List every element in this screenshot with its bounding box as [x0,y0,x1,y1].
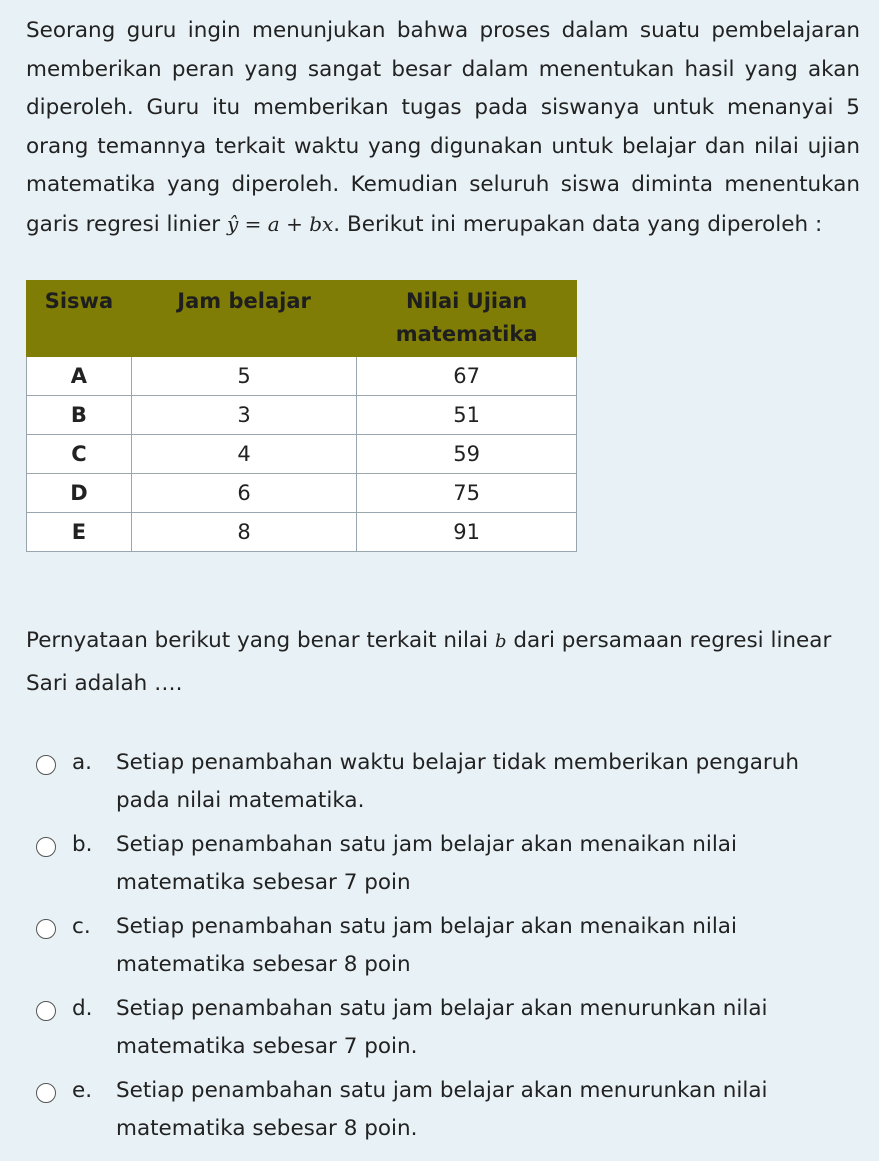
formula-plus: + [286,211,303,236]
option-letter: a. [72,750,93,775]
option-letter: b. [72,832,93,857]
answer-options [36,744,866,1154]
question-text [26,620,860,705]
cell-jam: 6 [131,474,356,513]
cell-nilai: 75 [357,474,577,513]
cell-jam: 8 [131,513,356,552]
data-table [26,280,577,552]
formula-equals: = [244,211,262,236]
table-row [27,396,577,435]
cell-siswa: B [27,396,132,435]
cell-nilai: 67 [357,357,577,396]
option-c[interactable] [36,908,866,990]
regression-formula [227,212,333,236]
question-lead: Pernyataan berikut yang benar terkait nilai [26,628,489,653]
cell-siswa: E [27,513,132,552]
radio-button[interactable] [36,1001,56,1021]
cell-siswa: A [27,357,132,396]
option-a[interactable] [36,744,866,826]
table-row [27,435,577,474]
problem-statement [26,12,860,244]
option-letter: d. [72,996,93,1021]
cell-jam: 5 [131,357,356,396]
table-row [27,357,577,396]
table-row [27,513,577,552]
option-text: Setiap penambahan satu jam belajar akan menaikan nilai matematika sebesar 8 poin [116,914,737,977]
intro-tail: . Berikut ini merupakan data yang diperoleh : [333,211,823,237]
cell-nilai: 91 [357,513,577,552]
cell-nilai: 51 [357,396,577,435]
question-tail: dari persamaan regresi linear Sari adalah …. [26,628,832,696]
intro-text: Seorang guru ingin menunjukan bahwa proses dalam suatu pembelajaran memberikan peran yang sangat besar dalam menentukan hasil yang akan diperoleh. Guru itu memberikan tugas pada siswanya untuk menanyai 5 orang temannya terkait waktu yang digunakan untuk belajar dan nilai ujian matematika yang diperoleh. Kemudian seluruh siswa diminta menentukan garis regresi linier [26,18,860,237]
cell-siswa: D [27,474,132,513]
radio-button[interactable] [36,755,56,775]
option-e[interactable] [36,1072,866,1154]
header-jam-belajar: Jam belajar [131,281,356,357]
table-header-row [27,281,577,357]
radio-button[interactable] [36,919,56,939]
cell-nilai: 59 [357,435,577,474]
option-b[interactable] [36,826,866,908]
option-letter: c. [72,914,91,939]
formula-bx: bx [309,211,334,236]
cell-jam: 4 [131,435,356,474]
formula-lhs: ŷ [226,211,239,236]
option-text: Setiap penambahan satu jam belajar akan menaikan nilai matematika sebesar 7 poin [116,832,737,895]
cell-siswa: C [27,435,132,474]
table-row [27,474,577,513]
header-nilai-ujian: Nilai Ujian matematika [357,281,577,357]
radio-button[interactable] [36,1083,56,1103]
option-text: Setiap penambahan satu jam belajar akan menurunkan nilai matematika sebesar 7 poin. [116,996,768,1059]
header-siswa: Siswa [27,281,132,357]
formula-a: a [267,211,280,236]
option-d[interactable] [36,990,866,1072]
radio-button[interactable] [36,837,56,857]
option-letter: e. [72,1078,93,1103]
variable-b: b [494,631,507,652]
option-text: Setiap penambahan waktu belajar tidak memberikan pengaruh pada nilai matematika. [116,750,800,813]
option-text: Setiap penambahan satu jam belajar akan menurunkan nilai matematika sebesar 8 poin. [116,1078,768,1141]
cell-jam: 3 [131,396,356,435]
